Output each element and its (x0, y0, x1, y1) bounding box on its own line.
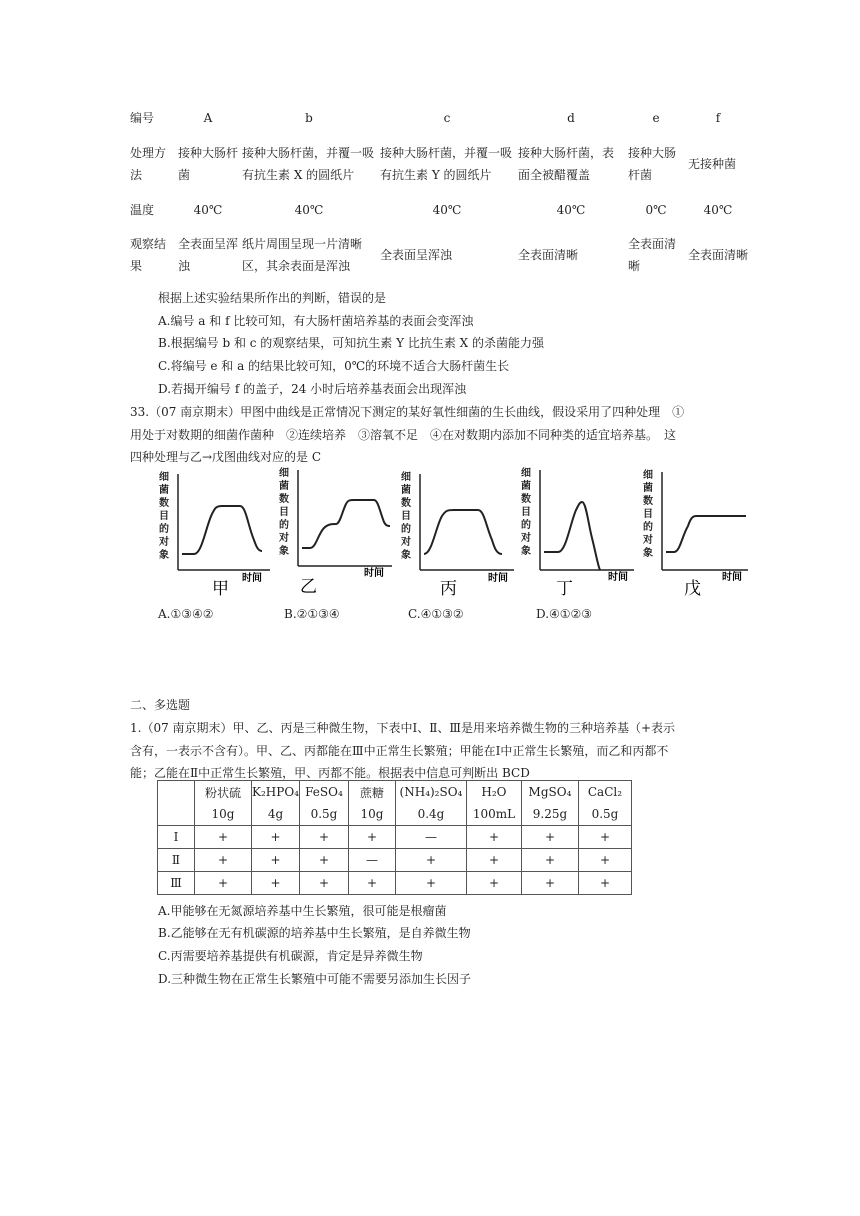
question-text: 用处于对数期的细菌作菌种 ②连续培养 ③溶氧不足 ④在对数期内添加不同种类的适宜培养基。 这 (130, 428, 677, 442)
svg-text:细: 细 (521, 468, 531, 479)
table-row (128, 130, 750, 198)
x-axis-label: 时间 (722, 572, 742, 583)
table-cell: 全表面清晰 (518, 248, 579, 262)
option-c: C.丙需要培养基提供有机碳源，肯定是异养微生物 (158, 949, 423, 963)
table-cell: + (578, 872, 631, 895)
growth-curve (302, 500, 390, 548)
x-axis-label: 时间 (242, 573, 262, 584)
svg-text:对: 对 (279, 533, 289, 544)
table-cell: 接种大肠杆菌，表面全被醋覆盖 (518, 146, 615, 182)
table-cell: + (521, 849, 578, 872)
option-b: B.乙能够在无有机碳源的培养基中生长繁殖，是自养微生物 (158, 926, 471, 940)
section-title: 二、多选题 (130, 698, 191, 712)
growth-curves-svg (150, 466, 750, 598)
table-cell: 40℃ (432, 203, 462, 217)
table-cell: + (195, 849, 252, 872)
option-a: A.甲能够在无氮源培养基中生长繁殖，很可能是根瘤菌 (158, 904, 447, 918)
table-header-cell: CaCl₂ (578, 781, 631, 804)
table-row (158, 826, 632, 849)
svg-text:菌: 菌 (643, 483, 653, 494)
svg-text:目: 目 (521, 507, 531, 518)
table-header-cell: 粉状硫 (195, 781, 252, 804)
table-cell: + (395, 849, 466, 872)
table-header-row (158, 781, 632, 804)
svg-text:细: 细 (279, 468, 289, 479)
svg-text:象: 象 (279, 546, 289, 557)
table-cell: 无接种菌 (688, 157, 737, 171)
svg-text:对: 对 (401, 537, 411, 548)
table-cell: 接种大肠杆菌，并覆一吸有抗生素 X 的圆纸片 (242, 146, 375, 182)
table-header-amount: 9.25g (521, 803, 578, 826)
table-cell: 接种大肠杆菌 (628, 146, 677, 182)
table-header-row (158, 803, 632, 826)
chart-caption: 丙 (440, 579, 457, 598)
option-a: A.①③④② (158, 607, 214, 621)
chart-caption: 甲 (212, 579, 229, 598)
table-cell: + (348, 872, 395, 895)
table-cell: 40℃ (193, 203, 223, 217)
growth-curve (544, 502, 600, 570)
growth-curve (666, 516, 746, 552)
table-cell: + (521, 872, 578, 895)
table-cell: + (578, 826, 631, 849)
table-cell: 接种大肠杆菌 (178, 146, 239, 182)
question-text: 四种处理与乙→戊图曲线对应的是 C (130, 450, 322, 464)
table-cell: + (466, 849, 521, 872)
y-axis-label (158, 470, 169, 561)
option-d: D.三种微生物在正常生长繁殖中可能不需要另添加生长因子 (158, 972, 472, 986)
svg-text:象: 象 (159, 550, 169, 561)
chart-caption: 丁 (556, 579, 573, 598)
table-cell: 40℃ (556, 203, 586, 217)
table-header-amount: 4g (252, 803, 300, 826)
table-cell: + (299, 826, 348, 849)
svg-text:细: 细 (643, 470, 653, 481)
svg-text:菌: 菌 (159, 485, 169, 496)
table-row (128, 222, 750, 288)
chart-caption: 戊 (684, 579, 701, 598)
table-cell: 40℃ (703, 203, 733, 217)
x-axis-label: 时间 (488, 573, 508, 584)
table-cell: — (395, 826, 466, 849)
table-cell: + (348, 826, 395, 849)
svg-text:菌: 菌 (279, 481, 289, 492)
table-row (158, 872, 632, 895)
option-d: D.若揭开编号 f 的盖子，24 小时后培养基表面会出现浑浊 (158, 382, 467, 396)
y-axis-label (642, 468, 653, 559)
x-axis-label: 时间 (364, 568, 384, 579)
medium-table (157, 780, 632, 895)
row-label: Ⅰ (158, 826, 195, 849)
table-cell: 全表面清晰 (628, 237, 677, 273)
svg-text:象: 象 (643, 548, 653, 559)
table-cell: + (195, 826, 252, 849)
table-cell: + (252, 849, 300, 872)
option-a: A.编号 a 和 f 比较可知，有大肠杆菌培养基的表面会变浑浊 (158, 314, 474, 328)
chart-caption: 乙 (300, 577, 317, 597)
svg-text:对: 对 (521, 533, 531, 544)
table-cell: — (348, 849, 395, 872)
svg-text:细: 细 (159, 472, 169, 483)
row-label: 观察结果 (130, 237, 167, 273)
growth-curve (424, 510, 502, 554)
table-row (158, 849, 632, 872)
svg-text:细: 细 (401, 472, 411, 483)
table-cell: + (466, 872, 521, 895)
y-axis-label (278, 466, 289, 557)
svg-text:目: 目 (159, 511, 169, 522)
table-cell: 全表面呈浑浊 (380, 248, 453, 262)
svg-text:数: 数 (159, 498, 169, 509)
table-cell: 0℃ (645, 203, 667, 217)
table-row (128, 198, 750, 222)
chart-panel-ding (520, 466, 634, 598)
row-label: 温度 (130, 203, 155, 217)
question-text: 33.（07 南京期末）甲图中曲线是正常情况下测定的某好氧性细菌的生长曲线，假设采用了四种处理 ① (130, 405, 685, 419)
table-header-cell: 编号 (130, 111, 155, 125)
option-c: C.④①③② (408, 607, 464, 621)
svg-text:的: 的 (521, 520, 531, 531)
table-cell: + (252, 872, 300, 895)
table-header-amount: 0.4g (395, 803, 466, 826)
svg-text:对: 对 (159, 537, 169, 548)
table-header-cell: c (443, 111, 451, 125)
svg-text:的: 的 (159, 524, 169, 535)
row-label: 处理方法 (130, 146, 167, 182)
option-b: B.②①③④ (284, 607, 340, 621)
question-stem: 根据上述实验结果所作出的判断，错误的是 (158, 291, 387, 305)
row-label: Ⅱ (158, 849, 195, 872)
svg-text:数: 数 (279, 494, 289, 505)
table-cell: 接种大肠杆菌，并覆一吸有抗生素 Y 的圆纸片 (380, 146, 513, 182)
svg-text:数: 数 (643, 496, 653, 507)
table-cell: + (466, 826, 521, 849)
table-header-amount: 0.5g (299, 803, 348, 826)
x-axis-label: 时间 (608, 572, 628, 583)
svg-text:的: 的 (279, 520, 289, 531)
table-header-cell: e (652, 111, 660, 125)
question-text: 1.（07 南京期末）甲、乙、丙是三种微生物，下表中Ⅰ、Ⅱ、Ⅲ是用来培养微生物的三种培养基（+表示 (130, 721, 676, 735)
chart-panel-yi (278, 466, 392, 597)
svg-text:菌: 菌 (401, 485, 411, 496)
svg-text:的: 的 (401, 524, 411, 535)
chart-panel-wu (642, 468, 748, 598)
svg-text:目: 目 (279, 507, 289, 518)
table-header-cell: K₂HPO₄ (252, 781, 300, 804)
table-cell: + (252, 826, 300, 849)
table-cell: + (299, 849, 348, 872)
table-header-amount: 10g (348, 803, 395, 826)
table-cell: 全表面清晰 (688, 248, 749, 262)
option-b: B.根据编号 b 和 c 的观察结果，可知抗生素 Y 比抗生素 X 的杀菌能力强 (158, 336, 545, 350)
table-header-amount: 0.5g (578, 803, 631, 826)
table-cell: 纸片周围呈现一片清晰区，其余表面是浑浊 (242, 237, 363, 273)
table-header-cell: 蔗糖 (348, 781, 395, 804)
question-text: 含有，一表示不含有）。甲、乙、丙都能在Ⅲ中正常生长繁殖；甲能在Ⅰ中正常生长繁殖，而乙和丙都不 (130, 744, 669, 758)
table-cell: + (395, 872, 466, 895)
question-text: 能；乙能在Ⅱ中正常生长繁殖，甲、丙都不能。根据表中信息可判断出 BCD (130, 766, 530, 780)
svg-text:目: 目 (643, 509, 653, 520)
chart-panel-jia (158, 470, 270, 598)
growth-curve (182, 506, 262, 554)
table-header-amount: 10g (195, 803, 252, 826)
table-cell: + (521, 826, 578, 849)
table-header-row (128, 106, 750, 130)
svg-text:象: 象 (521, 546, 531, 557)
svg-text:数: 数 (401, 498, 411, 509)
svg-text:象: 象 (401, 550, 411, 561)
table-cell: + (578, 849, 631, 872)
chart-panel-bing (400, 470, 514, 598)
svg-text:对: 对 (643, 535, 653, 546)
table-header-cell: MgSO₄ (521, 781, 578, 804)
table-header-amount: 100mL (466, 803, 521, 826)
table-header-cell: f (715, 111, 721, 125)
y-axis-label (400, 470, 411, 561)
table-cell: + (195, 872, 252, 895)
svg-text:的: 的 (643, 522, 653, 533)
svg-text:数: 数 (521, 494, 531, 505)
table-header-cell: (NH₄)₂SO₄ (395, 781, 466, 804)
table-cell: 全表面呈浑浊 (178, 237, 239, 273)
y-axis-label (520, 466, 531, 557)
svg-text:目: 目 (401, 511, 411, 522)
row-label: Ⅲ (158, 872, 195, 895)
table-corner-cell (158, 781, 195, 826)
table-cell: + (299, 872, 348, 895)
table-header-cell: A (203, 111, 213, 125)
svg-text:菌: 菌 (521, 481, 531, 492)
table-header-cell: H₂O (466, 781, 521, 804)
growth-curve-figures (150, 466, 750, 598)
option-c: C.将编号 e 和 a 的结果比较可知，0℃的环境不适合大肠杆菌生长 (158, 359, 510, 373)
table-cell: 40℃ (294, 203, 324, 217)
table-header-cell: b (305, 111, 313, 125)
experiment-table (128, 106, 750, 288)
option-d: D.④①②③ (536, 607, 593, 621)
table-header-cell: d (567, 111, 575, 125)
table-header-cell: FeSO₄ (299, 781, 348, 804)
